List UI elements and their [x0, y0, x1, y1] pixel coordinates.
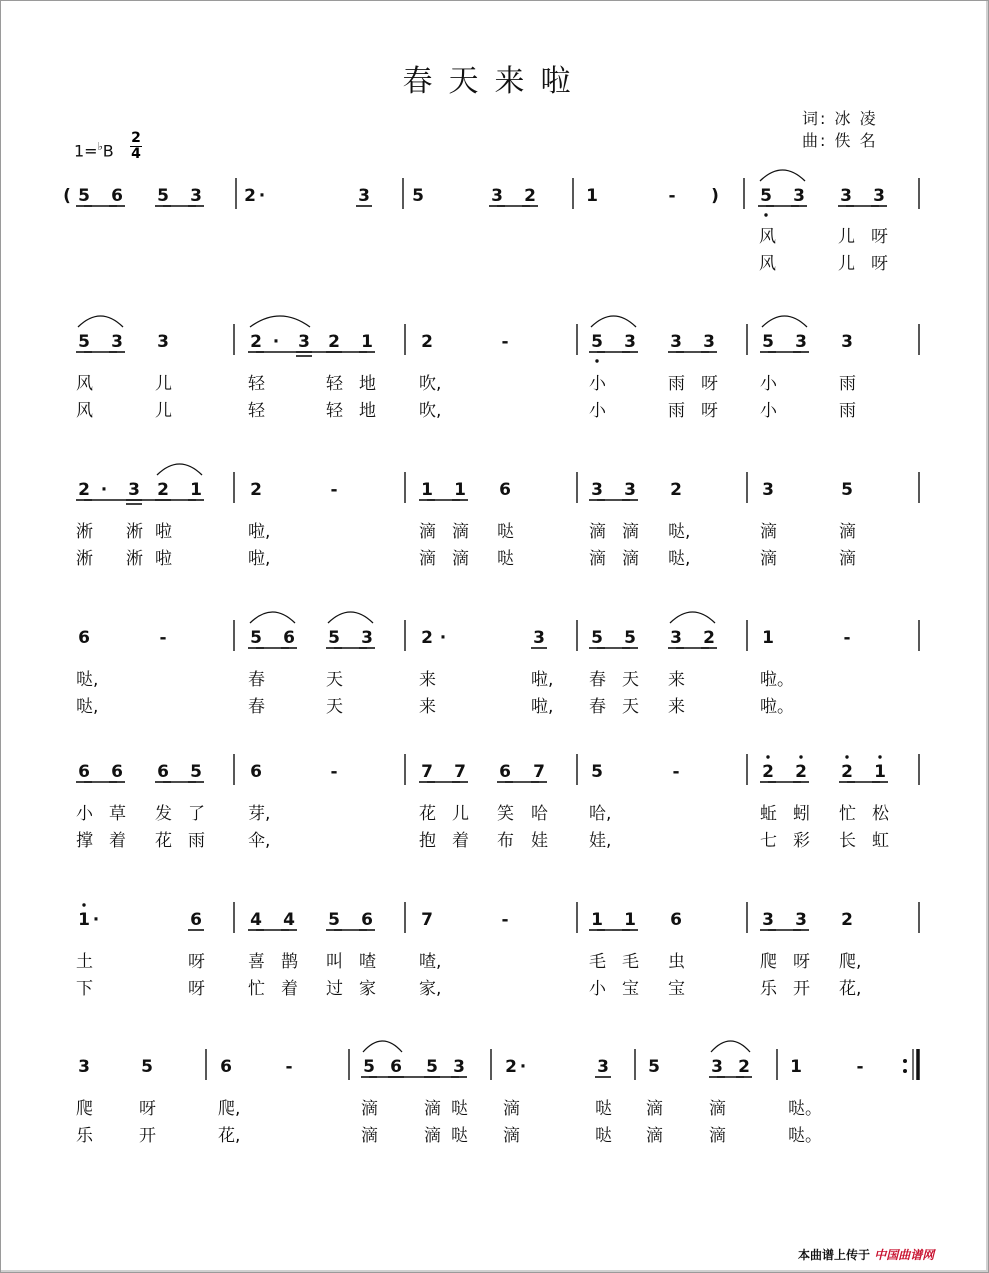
song-title: 春天来啦	[402, 64, 587, 99]
note: -	[843, 628, 851, 648]
note: 6	[361, 910, 373, 930]
lyric-syllable: 草	[109, 804, 126, 824]
note: 5	[363, 1057, 375, 1077]
octave-dot-high	[845, 755, 848, 758]
lyric-syllable: 滴	[589, 522, 606, 542]
lyric-syllable: 爬,	[839, 952, 862, 972]
lyric-syllable: 哒,	[668, 522, 691, 542]
note: 3	[78, 1057, 90, 1077]
lyric-syllable: 滴	[760, 549, 777, 569]
note: 3	[157, 332, 169, 352]
note: 2	[738, 1057, 750, 1077]
note: 6	[499, 480, 511, 500]
lyric-syllable: 爬	[76, 1099, 93, 1119]
note: 5	[762, 332, 774, 352]
lyric-syllable: 春	[248, 670, 265, 690]
lyric-syllable: 啦,	[531, 670, 554, 690]
lyric-syllable: 儿	[155, 401, 172, 421]
lyric-syllable: 来	[668, 697, 685, 717]
lyric-syllable: 家,	[419, 979, 442, 999]
lyric-syllable: 哒,	[668, 549, 691, 569]
lyric-syllable: 天	[622, 670, 639, 690]
lyric-syllable: 哒	[451, 1099, 468, 1119]
slur	[711, 1041, 750, 1052]
lyric-syllable: 儿	[155, 374, 172, 394]
lyric-syllable: 滴	[646, 1099, 663, 1119]
lyric-syllable: 滴	[424, 1099, 441, 1119]
site-logo: 中国曲谱网	[874, 1248, 935, 1262]
lyric-syllable: 哒	[595, 1126, 612, 1146]
lyric-syllable: 春	[589, 670, 606, 690]
lyric-syllable: 家	[359, 979, 376, 999]
note: 5	[78, 332, 90, 352]
octave-dot-low	[764, 213, 767, 216]
composer-credit: 曲: 佚 名	[802, 131, 878, 150]
note: (	[63, 186, 71, 206]
lyric-syllable: 来	[419, 670, 436, 690]
lyric-syllable: 喜	[248, 952, 265, 972]
lyric-syllable: 哒	[497, 522, 514, 542]
footer-text: 本曲谱上传于	[798, 1248, 871, 1262]
lyric-syllable: 抱	[419, 831, 436, 851]
note: 6	[250, 762, 262, 782]
lyric-syllable: 淅	[126, 522, 143, 542]
note: 2	[250, 332, 262, 352]
lyric-syllable: 滴	[760, 522, 777, 542]
note: -	[159, 628, 167, 648]
lyric-syllable: 呀	[701, 401, 718, 421]
lyric-syllable: 哒	[451, 1126, 468, 1146]
slur	[250, 316, 310, 327]
octave-dot-high	[82, 903, 85, 906]
note: 5	[426, 1057, 438, 1077]
lyric-syllable: 雨	[668, 401, 685, 421]
lyric-syllable: 虫	[668, 952, 685, 972]
note: -	[501, 332, 509, 352]
lyricist-credit: 词: 冰 凌	[802, 109, 878, 128]
note: 6	[157, 762, 169, 782]
lyric-syllable: 着	[109, 831, 126, 851]
note: 3	[597, 1057, 609, 1077]
lyric-syllable: 滴	[709, 1126, 726, 1146]
lyric-syllable: 哒,	[76, 697, 99, 717]
lyric-syllable: 地	[359, 374, 376, 394]
lyric-syllable: 雨	[839, 374, 856, 394]
lyric-syllable: 滴	[709, 1099, 726, 1119]
lyric-syllable: 花	[419, 804, 436, 824]
lyric-syllable: 宝	[622, 979, 639, 999]
lyric-syllable: 忙	[248, 979, 265, 999]
lyric-syllable: 儿	[838, 227, 855, 247]
lyric-syllable: 天	[622, 697, 639, 717]
lyric-syllable: 雨	[188, 831, 205, 851]
slur	[363, 1041, 402, 1052]
lyric-syllable: 喳	[359, 952, 376, 972]
lyric-syllable: 乐	[760, 979, 777, 999]
lyric-syllable: 叫	[326, 952, 343, 972]
note: 3	[491, 186, 503, 206]
lyric-syllable: 松	[872, 804, 889, 824]
lyric-syllable: 滴	[589, 549, 606, 569]
note: 3	[840, 186, 852, 206]
note: 3	[190, 186, 202, 206]
lyric-syllable: 滴	[503, 1126, 520, 1146]
lyric-syllable: 着	[452, 831, 469, 851]
lyric-syllable: 呀	[701, 374, 718, 394]
lyric-syllable: 花,	[218, 1126, 241, 1146]
lyric-syllable: 轻	[326, 374, 343, 394]
lyric-syllable: 花	[155, 831, 172, 851]
note: 3	[111, 332, 123, 352]
note: 2	[328, 332, 340, 352]
note: 2	[841, 910, 853, 930]
lyric-syllable: 娃	[531, 831, 548, 851]
lyric-syllable: 啦,	[248, 522, 271, 542]
lyric-syllable: 轻	[248, 401, 265, 421]
lyric-syllable: 吹,	[419, 374, 442, 394]
note: 6	[670, 910, 682, 930]
lyric-syllable: 哒	[595, 1099, 612, 1119]
note: 5	[624, 628, 636, 648]
repeat-dot	[903, 1059, 907, 1063]
lyric-syllable: 彩	[793, 831, 810, 851]
lyric-syllable: 布	[497, 831, 514, 851]
lyric-syllable: 伞,	[248, 831, 271, 851]
lyric-syllable: 发	[155, 804, 172, 824]
lyric-syllable: 滴	[424, 1126, 441, 1146]
lyric-syllable: 呀	[871, 254, 888, 274]
slur	[250, 612, 295, 623]
note: 5	[591, 762, 603, 782]
lyric-syllable: 淅	[126, 549, 143, 569]
lyric-syllable: 过	[326, 979, 343, 999]
note: 3	[841, 332, 853, 352]
lyric-syllable: 呀	[188, 979, 205, 999]
note: ·	[272, 332, 280, 352]
lyric-syllable: 撑	[76, 831, 93, 851]
lyric-syllable: 啦	[155, 549, 172, 569]
lyric-syllable: 啦。	[760, 697, 794, 717]
lyric-syllable: 哈	[531, 804, 548, 824]
note: 5	[328, 910, 340, 930]
slur	[157, 464, 202, 475]
note: 2	[505, 1057, 517, 1077]
note: 3	[361, 628, 373, 648]
lyric-syllable: 来	[668, 670, 685, 690]
note: 1	[361, 332, 373, 352]
lyric-syllable: 天	[326, 670, 343, 690]
note: 6	[190, 910, 202, 930]
lyric-syllable: 啦,	[531, 697, 554, 717]
note: 3	[873, 186, 885, 206]
lyric-syllable: 爬	[760, 952, 777, 972]
lyric-syllable: 风	[759, 254, 776, 274]
lyric-syllable: 儿	[452, 804, 469, 824]
note: 3	[795, 332, 807, 352]
repeat-dot	[903, 1069, 907, 1073]
note: 5	[141, 1057, 153, 1077]
note: 3	[298, 332, 310, 352]
lyric-syllable: 滴	[503, 1099, 520, 1119]
lyric-syllable: 花,	[839, 979, 862, 999]
lyric-syllable: 滴	[839, 522, 856, 542]
lyric-syllable: 哒,	[76, 670, 99, 690]
lyric-syllable: 了	[188, 804, 205, 824]
slur	[78, 316, 123, 327]
lyric-syllable: 七	[760, 831, 777, 851]
note: 7	[421, 910, 433, 930]
note: 3	[793, 186, 805, 206]
lyric-syllable: 笑	[497, 804, 514, 824]
note: 2	[703, 628, 715, 648]
note: 6	[390, 1057, 402, 1077]
note: 3	[128, 480, 140, 500]
lyric-syllable: 蚓	[793, 804, 810, 824]
flat-sign: ♭	[97, 140, 103, 153]
note: 1	[624, 910, 636, 930]
lyric-syllable: 开	[793, 979, 810, 999]
lyric-syllable: 风	[76, 401, 93, 421]
note: 2	[250, 480, 262, 500]
note: 3	[533, 628, 545, 648]
lyric-syllable: 滴	[452, 549, 469, 569]
note: 7	[533, 762, 545, 782]
lyric-syllable: 下	[76, 979, 93, 999]
lyric-syllable: 滴	[361, 1099, 378, 1119]
slur	[760, 170, 805, 181]
note: 1	[454, 480, 466, 500]
octave-dot-high	[766, 755, 769, 758]
lyric-syllable: 哈,	[589, 804, 612, 824]
lyric-syllable: 芽,	[248, 804, 271, 824]
note: 2	[421, 628, 433, 648]
note: 3	[453, 1057, 465, 1077]
note: -	[285, 1057, 293, 1077]
lyric-syllable: 滴	[361, 1126, 378, 1146]
note: ·	[258, 186, 266, 206]
lyric-syllable: 小	[760, 401, 777, 421]
lyric-syllable: 小	[760, 374, 777, 394]
note: 3	[762, 480, 774, 500]
note: 2	[78, 480, 90, 500]
lyric-syllable: 天	[326, 697, 343, 717]
note: 3	[358, 186, 370, 206]
time-top: 2	[131, 130, 141, 146]
note: 4	[250, 910, 262, 930]
note: 1	[591, 910, 603, 930]
lyric-syllable: 雨	[839, 401, 856, 421]
note: 2	[841, 762, 853, 782]
note: 3	[624, 480, 636, 500]
note: 5	[328, 628, 340, 648]
note: 3	[670, 332, 682, 352]
lyric-syllable: 淅	[76, 522, 93, 542]
note: 4	[283, 910, 295, 930]
lyric-syllable: 长	[839, 831, 856, 851]
note: 2	[524, 186, 536, 206]
lyric-syllable: 小	[589, 401, 606, 421]
lyric-syllable: 毛	[622, 952, 639, 972]
note: 5	[591, 332, 603, 352]
lyric-syllable: 娃,	[589, 831, 612, 851]
lyric-syllable: 开	[139, 1126, 156, 1146]
note: 5	[648, 1057, 660, 1077]
lyric-syllable: 哒	[497, 549, 514, 569]
lyric-syllable: 呀	[139, 1099, 156, 1119]
note: 2	[670, 480, 682, 500]
note: 5	[78, 186, 90, 206]
note: 3	[670, 628, 682, 648]
note: 6	[283, 628, 295, 648]
note: 7	[421, 762, 433, 782]
lyric-syllable: 爬,	[218, 1099, 241, 1119]
lyric-syllable: 儿	[838, 254, 855, 274]
note: 1	[586, 186, 598, 206]
lyric-syllable: 风	[759, 227, 776, 247]
note: 3	[795, 910, 807, 930]
note: -	[672, 762, 680, 782]
note: 6	[111, 186, 123, 206]
note: 2	[421, 332, 433, 352]
note: 2	[762, 762, 774, 782]
lyric-syllable: 滴	[419, 549, 436, 569]
slur	[591, 316, 636, 327]
lyric-syllable: 风	[76, 374, 93, 394]
note: ·	[519, 1057, 527, 1077]
lyric-syllable: 乐	[76, 1126, 93, 1146]
lyric-syllable: 忙	[839, 804, 856, 824]
note: -	[856, 1057, 864, 1077]
note: -	[668, 186, 676, 206]
note: 2	[244, 186, 256, 206]
lyric-syllable: 淅	[76, 549, 93, 569]
lyric-syllable: 滴	[622, 549, 639, 569]
lyric-syllable: 滴	[452, 522, 469, 542]
lyric-syllable: 啦。	[760, 670, 794, 690]
note: 6	[111, 762, 123, 782]
note: )	[711, 186, 719, 206]
lyric-syllable: 毛	[589, 952, 606, 972]
note: 5	[250, 628, 262, 648]
note: 7	[454, 762, 466, 782]
slur	[762, 316, 807, 327]
lyric-syllable: 滴	[419, 522, 436, 542]
note: -	[330, 762, 338, 782]
lyric-syllable: 轻	[326, 401, 343, 421]
note: 3	[711, 1057, 723, 1077]
lyric-syllable: 啦,	[248, 549, 271, 569]
lyric-syllable: 吹,	[419, 401, 442, 421]
slur	[670, 612, 715, 623]
note: 5	[591, 628, 603, 648]
note: ·	[100, 480, 108, 500]
lyric-syllable: 喳,	[419, 952, 442, 972]
lyric-syllable: 小	[589, 979, 606, 999]
lyric-syllable: 呀	[871, 227, 888, 247]
lyric-syllable: 啦	[155, 522, 172, 542]
note: 3	[591, 480, 603, 500]
note: -	[330, 480, 338, 500]
lyric-syllable: 呀	[793, 952, 810, 972]
note: 1	[874, 762, 886, 782]
note: 5	[157, 186, 169, 206]
note: 1	[790, 1057, 802, 1077]
note: 5	[190, 762, 202, 782]
lyric-syllable: 小	[76, 804, 93, 824]
note: 5	[412, 186, 424, 206]
note: 6	[499, 762, 511, 782]
note: 1	[762, 628, 774, 648]
lyric-syllable: 虹	[872, 831, 889, 851]
note: 3	[703, 332, 715, 352]
lyric-syllable: 春	[248, 697, 265, 717]
lyric-syllable: 春	[589, 697, 606, 717]
lyric-syllable: 滴	[839, 549, 856, 569]
time-bottom: 4	[131, 146, 141, 162]
lyric-syllable: 地	[359, 401, 376, 421]
lyric-syllable: 土	[76, 952, 93, 972]
note: 6	[220, 1057, 232, 1077]
note: 6	[78, 628, 90, 648]
footer	[798, 1246, 934, 1263]
lyric-syllable: 小	[589, 374, 606, 394]
note: 3	[624, 332, 636, 352]
note: 1	[421, 480, 433, 500]
key-prefix: 1=	[74, 141, 98, 161]
note: ·	[439, 628, 447, 648]
octave-dot-high	[878, 755, 881, 758]
key-note: B	[102, 141, 114, 161]
lyric-syllable: 雨	[668, 374, 685, 394]
lyric-syllable: 滴	[622, 522, 639, 542]
lyric-syllable: 蚯	[760, 804, 777, 824]
note: 6	[78, 762, 90, 782]
lyric-syllable: 呀	[188, 952, 205, 972]
note: 1	[78, 910, 90, 930]
note: 2	[157, 480, 169, 500]
note: 1	[190, 480, 202, 500]
lyric-syllable: 来	[419, 697, 436, 717]
note: 3	[762, 910, 774, 930]
lyric-syllable: 哒。	[788, 1099, 822, 1119]
note: 2	[795, 762, 807, 782]
lyric-syllable: 轻	[248, 374, 265, 394]
note: -	[501, 910, 509, 930]
lyric-syllable: 鹊	[281, 952, 298, 972]
lyric-syllable: 哒。	[788, 1126, 822, 1146]
octave-dot-high	[799, 755, 802, 758]
lyric-syllable: 着	[281, 979, 298, 999]
octave-dot-low	[595, 359, 598, 362]
slur	[328, 612, 373, 623]
note: 5	[841, 480, 853, 500]
lyric-syllable: 滴	[646, 1126, 663, 1146]
note: 5	[760, 186, 772, 206]
lyric-syllable: 宝	[668, 979, 685, 999]
note: ·	[92, 910, 100, 930]
